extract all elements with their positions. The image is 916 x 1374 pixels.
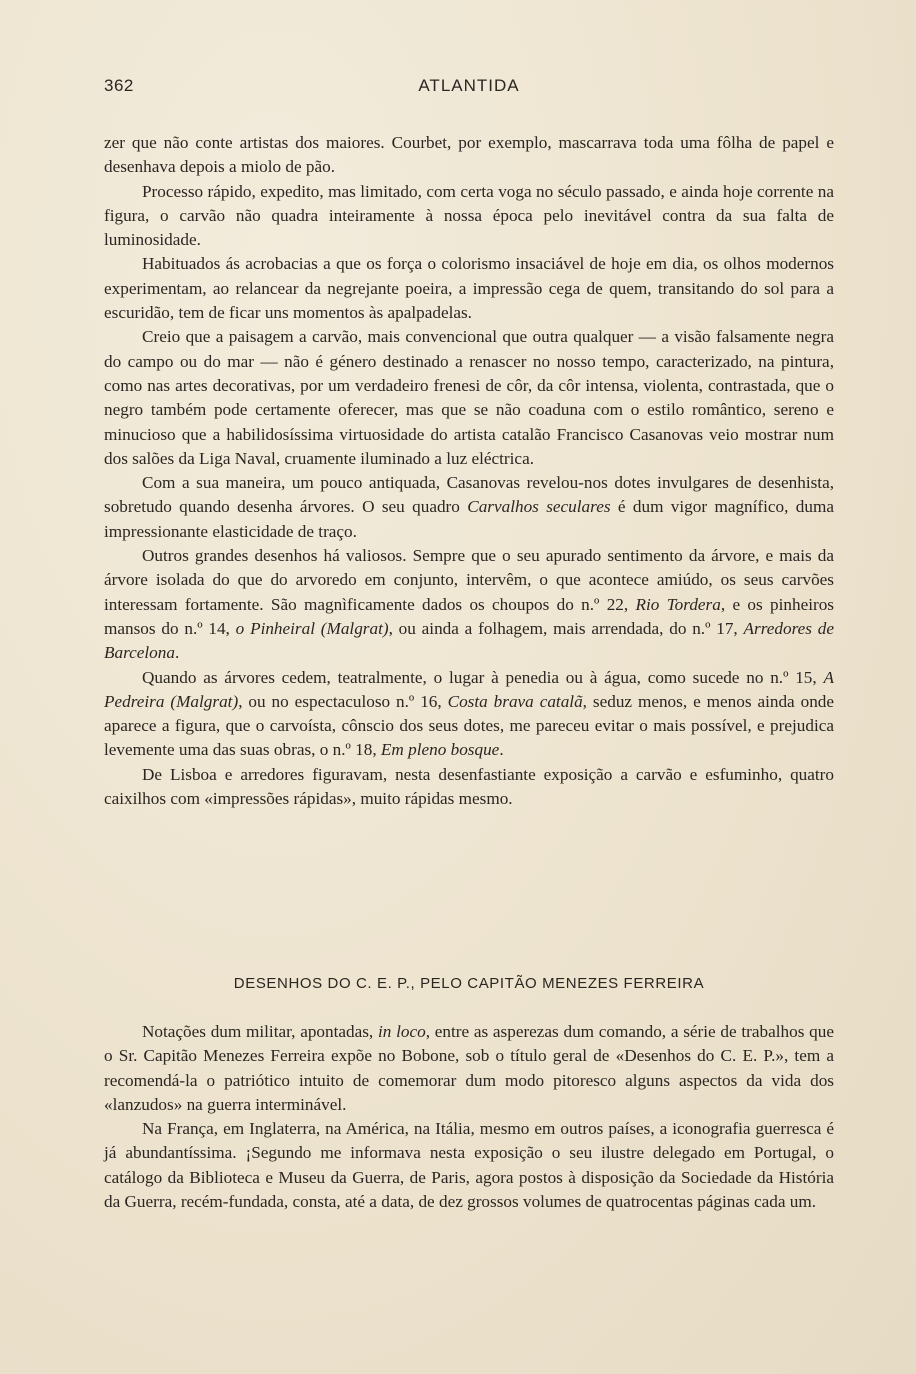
paragraph <box>104 471 834 544</box>
paragraph <box>104 544 834 665</box>
section-heading: DESENHOS DO C. E. P., PELO CAPITÃO MENEZES FERREIRA <box>233 975 705 992</box>
text-run: . <box>174 643 180 663</box>
text-run: De Lisboa e arredores figuravam, nesta desenfastiante exposição a carvão e esfuminho, quatro caixilhos com «impressões rápidas», muito rápidas mesmo. <box>104 764 834 809</box>
page-header <box>104 76 834 102</box>
text-run: zer que não conte artistas dos maiores. Courbet, por exemplo, mascarrava toda uma fôlha de papel e desenhava depois a miolo de pão. <box>104 133 834 177</box>
italic-title: A Pedreira (Malgrat) <box>104 667 834 711</box>
italic-title: o Pinheiral (Malgrat) <box>235 618 389 638</box>
italic-title: Rio Tordera <box>635 594 721 614</box>
text-run: , e os pinheiros mansos do n.º 14, <box>104 594 834 638</box>
paragraph <box>104 252 834 325</box>
paragraph <box>104 666 834 763</box>
text-run: Quando as árvores cedem, teatralmente, o lugar à penedia ou à água, como sucede no n.º 15, <box>142 667 824 687</box>
italic-title: Costa brava catalã <box>447 691 583 711</box>
italic-title: Em pleno bosque <box>380 740 500 760</box>
text-run: é dum vigor magnífico, duma impressionante elasticidade de traço. <box>104 497 834 541</box>
paragraph <box>104 131 834 180</box>
text-run: Notações dum militar, apontadas, <box>142 1022 378 1041</box>
text-run: , entre as asperezas dum comando, a série de trabalhos que o Sr. Capitão Menezes Ferreira expõe no Bobone, sob o título geral de «Desenhos do C. E. P.», tem a recomendá-la o patriótico intuito de comemorar dum modo pitoresco alguns aspectos da vida dos «lanzudos» na guerra interminável. <box>104 1022 834 1114</box>
text-run: Na França, em Inglaterra, na América, na Itália, mesmo em outros países, a iconografia guerresca é já abundantíssima. ¡Segundo me informava nesta exposição o seu ilustre delegado em Portugal, o catálogo da Biblioteca e Museu da Guerra, de Paris, agora postos à disposição da Sociedade da História da Guerra, recém-fundada, consta, até a data, de dez grossos volumes de quatrocentas páginas cada um. <box>104 1119 834 1212</box>
article-body-continued <box>104 1020 834 1214</box>
italic-title: in loco <box>377 1022 426 1041</box>
text-run: , ou ainda a folhagem, mais arrendada, do n.º 17, <box>388 618 744 638</box>
paragraph <box>104 180 834 253</box>
running-title: ATLANTIDA <box>418 76 520 95</box>
paragraph <box>104 763 834 812</box>
article-body <box>104 131 834 811</box>
text-run: Habituados ás acrobacias a que os força o colorismo insaciável de hoje em dia, os olhos modernos experimentam, ao relancear da negrejante poeira, a impressão cega de quem, transitando do sol para a escuridão, tem de ficar uns momentos às apalpadelas. <box>104 254 834 323</box>
text-run: , seduz menos, e menos ainda onde aparece a figura, que o carvoísta, cônscio dos seus dotes, me pareceu evitar o mais possível, e prejudica levemente uma das suas obras, o n.º 18, <box>104 691 835 760</box>
paragraph <box>104 325 834 471</box>
text-run: Outros grandes desenhos há valiosos. Sempre que o seu apurado sentimento da árvore, e mais da árvore isolada do que do arvoredo em conjunto, intervêm, o que acontece amiúdo, os seus carvões interessam fortamente. São magnìficamente dados os choupos do n.º 22, <box>104 546 834 614</box>
text-run: Creio que a paisagem a carvão, mais convencional que outra qualquer — a visão falsamente negra do campo ou do mar — não é género destinado a renascer no nosso tempo, caracterizado, na pintura, como nas artes decorativas, por um verdadeiro frenesi de côr, da côr intensa, violenta, contrastada, que o negro também pode certamente oferecer, mas que se não coaduna com o estilo romântico, sereno e minucioso que a habilidosíssima virtuosidade do artista catalão Francisco Casanovas veio mostrar num dos salões da Liga Naval, cruamente iluminado a luz eléctrica. <box>104 327 834 468</box>
text-run: , ou no espectaculoso n.º 16, <box>238 691 448 711</box>
text-run: Com a sua maneira, um pouco antiquada, Casanovas revelou-nos dotes invulgares de desenhista, sobretudo quando desenha árvores. O seu quadro <box>104 473 834 517</box>
text-run: . <box>499 740 504 760</box>
page-number: 362 <box>104 76 134 95</box>
italic-title: Carvalhos seculares <box>467 497 611 517</box>
paragraph <box>104 1117 834 1214</box>
paragraph <box>104 1020 834 1117</box>
text-run: Processo rápido, expedito, mas limitado, com certa voga no século passado, e ainda hoje corrente na figura, o carvão não quadra inteiramente à nossa época pelo inevitável contra da sua falta de luminosidade. <box>104 181 834 250</box>
italic-title: Arredores de Barcelona <box>104 618 834 663</box>
